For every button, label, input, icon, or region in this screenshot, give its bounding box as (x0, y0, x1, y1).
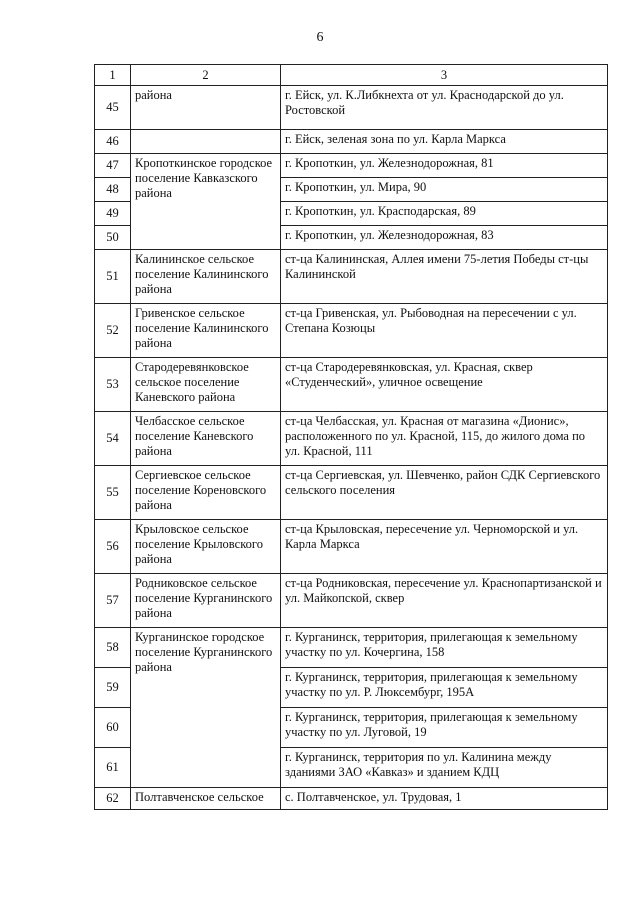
address-cell: г. Ейск, ул. К.Либкнехта от ул. Краснодарской до ул. Ростовской (281, 86, 608, 130)
table-header-row (95, 65, 608, 86)
row-number: 49 (95, 202, 131, 226)
address-cell: ст-ца Калининская, Аллея имени 75-летия Победы ст-цы Калининской (281, 250, 608, 304)
row-number: 60 (95, 708, 131, 748)
address-cell: ст-ца Крыловская, пересечение ул. Черноморской и ул. Карла Маркса (281, 520, 608, 574)
place-cell: Сергиевское сельское поселение Кореновского района (131, 466, 281, 520)
table-row (95, 466, 608, 520)
table-row (95, 130, 608, 154)
address-cell: г. Курганинск, территория, прилегающая к земельному участку по ул. Луговой, 19 (281, 708, 608, 748)
address-cell: с. Полтавченское, ул. Трудовая, 1 (281, 788, 608, 810)
place-cell: Стародеревянковское сельское поселение Каневского района (131, 358, 281, 412)
address-cell: г. Кропоткин, ул. Железнодорожная, 81 (281, 154, 608, 178)
place-cell: Крыловское сельское поселение Крыловского района (131, 520, 281, 574)
row-number: 57 (95, 574, 131, 628)
document-table (94, 64, 608, 810)
table-row (95, 86, 608, 130)
address-cell: г. Кропоткин, ул. Красподарская, 89 (281, 202, 608, 226)
address-cell: ст-ца Сергиевская, ул. Шевченко, район СДК Сергиевского сельского поселения (281, 466, 608, 520)
header-cell: 2 (131, 65, 281, 86)
table-row (95, 358, 608, 412)
row-number: 61 (95, 748, 131, 788)
page-number: 6 (316, 30, 324, 45)
place-cell (131, 130, 281, 154)
header-cell: 1 (95, 65, 131, 86)
address-cell: ст-ца Стародеревянковская, ул. Красная, сквер «Студенческий», уличное освещение (281, 358, 608, 412)
table-row (95, 154, 608, 178)
place-cell: Челбасское сельское поселение Каневского района (131, 412, 281, 466)
row-number: 58 (95, 628, 131, 668)
row-number: 51 (95, 250, 131, 304)
place-cell: Гривенское сельское поселение Калининского района (131, 304, 281, 358)
row-number: 62 (95, 788, 131, 810)
table-row (95, 520, 608, 574)
row-number: 46 (95, 130, 131, 154)
table-row (95, 628, 608, 668)
place-cell: Калининское сельское поселение Калининского района (131, 250, 281, 304)
place-cell: Кропоткинское городское поселение Кавказского района (131, 154, 281, 250)
address-cell: г. Курганинск, территория по ул. Калинина между зданиями ЗАО «Кавказ» и зданием КДЦ (281, 748, 608, 788)
address-cell: ст-ца Родниковская, пересечение ул. Краснопартизанской и ул. Майкопской, сквер (281, 574, 608, 628)
place-cell: Курганинское городское поселение Курганинского района (131, 628, 281, 788)
place-cell: Полтавченское сельское (131, 788, 281, 810)
row-number: 45 (95, 86, 131, 130)
row-number: 48 (95, 178, 131, 202)
row-number: 53 (95, 358, 131, 412)
row-number: 55 (95, 466, 131, 520)
address-cell: г. Кропоткин, ул. Мира, 90 (281, 178, 608, 202)
row-number: 56 (95, 520, 131, 574)
row-number: 59 (95, 668, 131, 708)
table-row (95, 412, 608, 466)
address-cell: г. Кропоткин, ул. Железнодорожная, 83 (281, 226, 608, 250)
address-cell: ст-ца Гривенская, ул. Рыбоводная на пересечении с ул. Степана Козюцы (281, 304, 608, 358)
address-cell: г. Курганинск, территория, прилегающая к земельному участку по ул. Р. Люксембург, 195А (281, 668, 608, 708)
place-cell: Родниковское сельское поселение Курганинского района (131, 574, 281, 628)
place-cell: района (131, 86, 281, 130)
table-row (95, 304, 608, 358)
table-row (95, 788, 608, 810)
address-cell: г. Курганинск, территория, прилегающая к земельному участку по ул. Кочергина, 158 (281, 628, 608, 668)
address-cell: г. Ейск, зеленая зона по ул. Карла Маркса (281, 130, 608, 154)
table-row (95, 250, 608, 304)
address-cell: ст-ца Челбасская, ул. Красная от магазина «Дионис», расположенного по ул. Красной, 115, до жилого дома по ул. Красной, 111 (281, 412, 608, 466)
row-number: 52 (95, 304, 131, 358)
row-number: 54 (95, 412, 131, 466)
row-number: 47 (95, 154, 131, 178)
header-cell: 3 (281, 65, 608, 86)
row-number: 50 (95, 226, 131, 250)
table-row (95, 574, 608, 628)
